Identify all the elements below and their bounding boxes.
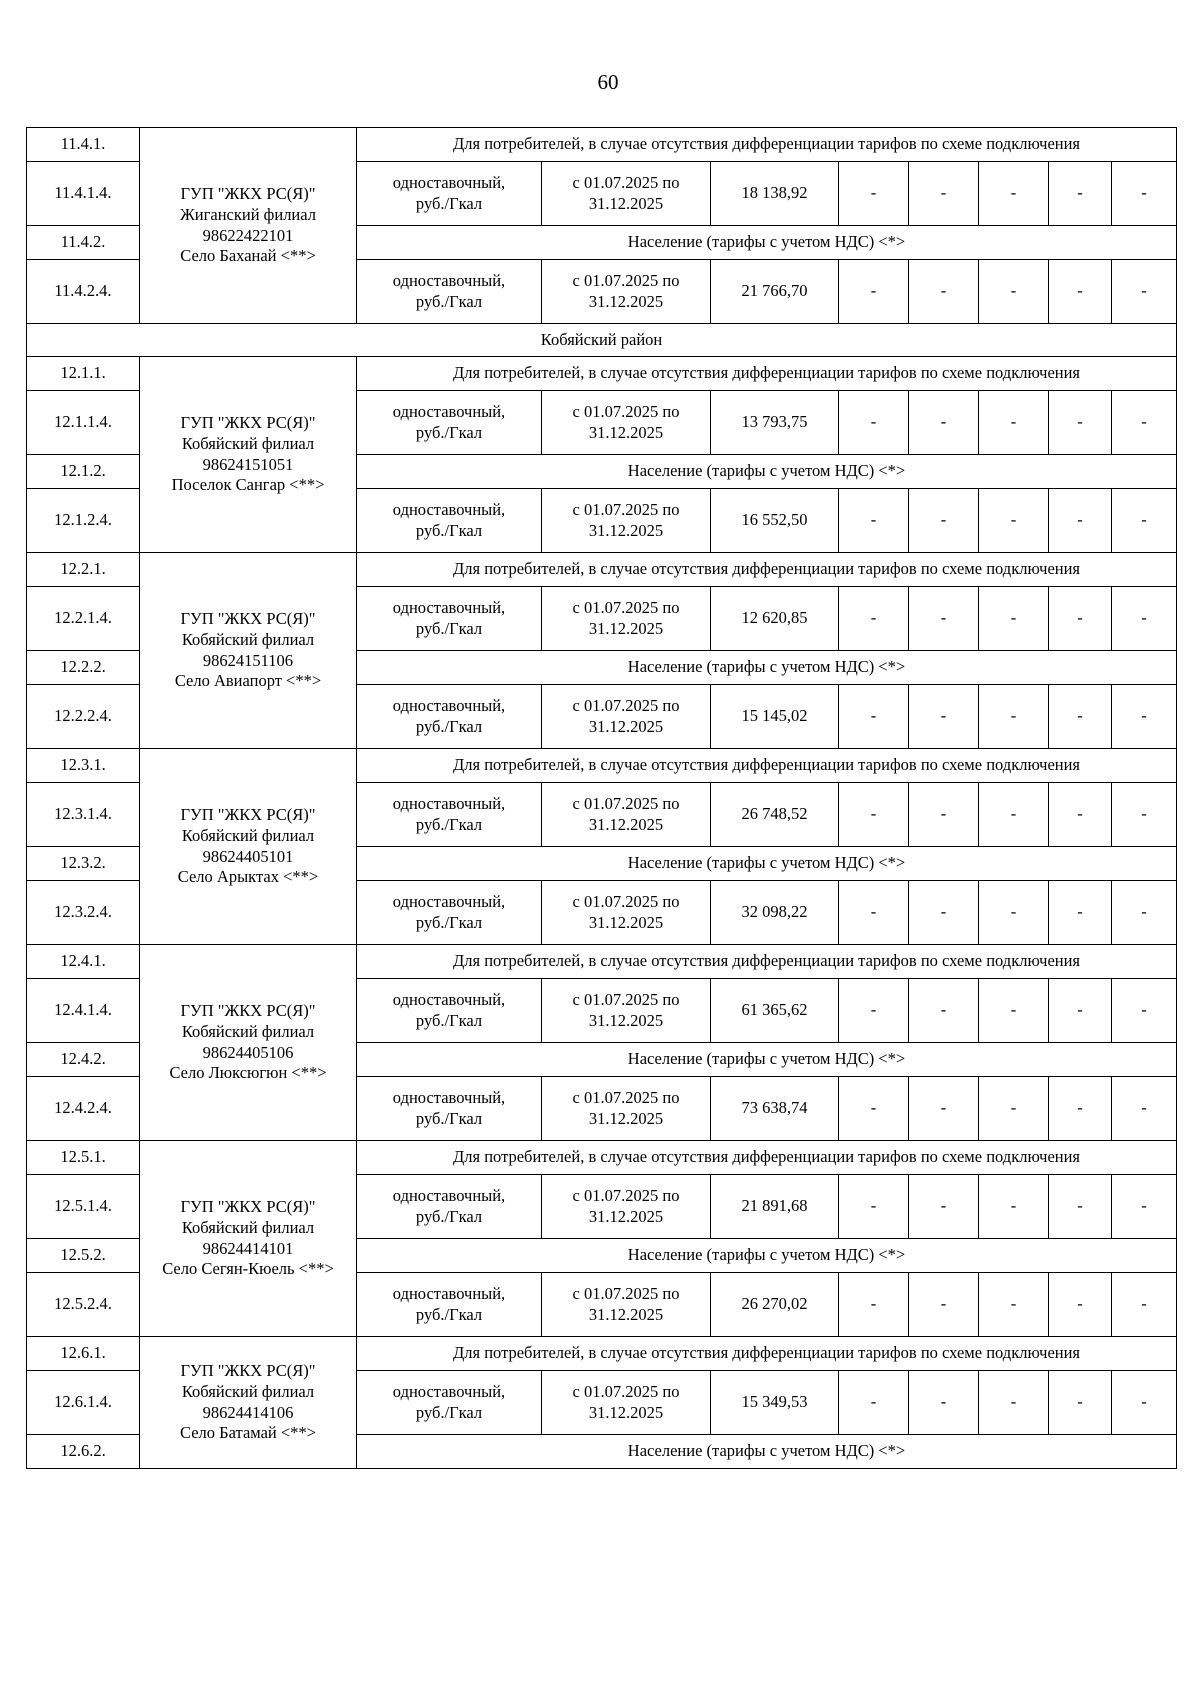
rate-type-cell: [357, 1077, 542, 1141]
period-line: с 01.07.2025 по: [572, 597, 680, 617]
empty-value-dash: -: [839, 260, 909, 324]
rate-type-line: одноставочный,: [392, 597, 506, 617]
rate-type-line: руб./Гкал: [415, 618, 483, 638]
organization-cell: [140, 1141, 357, 1337]
organization-cell: [140, 128, 357, 324]
organization-cell: [140, 945, 357, 1141]
period-cell: [542, 881, 711, 945]
period-line: с 01.07.2025 по: [572, 1185, 680, 1205]
empty-value-dash: -: [839, 783, 909, 847]
tariff-table: [26, 127, 1177, 1469]
empty-value-dash: -: [839, 1175, 909, 1239]
tariff-value: 61 365,62: [711, 979, 839, 1043]
empty-value-dash: -: [839, 162, 909, 226]
row-code: 11.4.1.: [27, 128, 140, 162]
category-heading: Для потребителей, в случае отсутствия дифференциации тарифов по схеме подключения: [357, 945, 1177, 979]
empty-value-dash: -: [1049, 1175, 1112, 1239]
table-row: [27, 1141, 1177, 1175]
row-code: 12.2.2.4.: [27, 685, 140, 749]
empty-value-dash: -: [979, 1077, 1049, 1141]
period-line: с 01.07.2025 по: [572, 1283, 680, 1303]
rate-type-line: руб./Гкал: [415, 1304, 483, 1324]
empty-value-dash: -: [1049, 685, 1112, 749]
empty-value-dash: -: [1049, 1371, 1112, 1435]
category-heading: Население (тарифы с учетом НДС) <*>: [357, 1435, 1177, 1469]
row-code: 11.4.1.4.: [27, 162, 140, 226]
period-line: с 01.07.2025 по: [572, 891, 680, 911]
category-heading: Население (тарифы с учетом НДС) <*>: [357, 1239, 1177, 1273]
empty-value-dash: -: [979, 587, 1049, 651]
row-code: 12.2.1.: [27, 553, 140, 587]
rate-type-cell: [357, 685, 542, 749]
category-heading: Население (тарифы с учетом НДС) <*>: [357, 226, 1177, 260]
organization-cell: [140, 553, 357, 749]
organization-line: Село Батамай <**>: [180, 1423, 316, 1443]
rate-type-line: руб./Гкал: [415, 422, 483, 442]
period-cell: [542, 489, 711, 553]
organization-line: ГУП "ЖКХ РС(Я)": [180, 1361, 316, 1381]
organization-line: ГУП "ЖКХ РС(Я)": [180, 1197, 316, 1217]
empty-value-dash: -: [1112, 391, 1177, 455]
table-row: [27, 553, 1177, 587]
empty-value-dash: -: [979, 1175, 1049, 1239]
organization-line: Кобяйский филиал: [181, 1021, 315, 1041]
tariff-table-body: [27, 128, 1177, 1469]
tariff-value: 18 138,92: [711, 162, 839, 226]
rate-type-cell: [357, 979, 542, 1043]
period-line: с 01.07.2025 по: [572, 172, 680, 192]
empty-value-dash: -: [909, 162, 979, 226]
tariff-value: 15 145,02: [711, 685, 839, 749]
category-heading: Для потребителей, в случае отсутствия дифференциации тарифов по схеме подключения: [357, 1337, 1177, 1371]
tariff-value: 21 766,70: [711, 260, 839, 324]
empty-value-dash: -: [909, 260, 979, 324]
rate-type-line: одноставочный,: [392, 270, 506, 290]
tariff-value: 21 891,68: [711, 1175, 839, 1239]
empty-value-dash: -: [1112, 881, 1177, 945]
rate-type-cell: [357, 783, 542, 847]
empty-value-dash: -: [839, 685, 909, 749]
period-line: 31.12.2025: [588, 1206, 664, 1226]
rate-type-cell: [357, 260, 542, 324]
organization-line: Село Сегян-Кюель <**>: [162, 1259, 334, 1279]
period-cell: [542, 1273, 711, 1337]
row-code: 12.3.1.4.: [27, 783, 140, 847]
organization-line: Село Арыктах <**>: [177, 867, 319, 887]
category-heading: Для потребителей, в случае отсутствия дифференциации тарифов по схеме подключения: [357, 357, 1177, 391]
empty-value-dash: -: [839, 1371, 909, 1435]
table-row: [27, 749, 1177, 783]
row-code: 12.5.1.4.: [27, 1175, 140, 1239]
row-code: 11.4.2.: [27, 226, 140, 260]
category-heading: Для потребителей, в случае отсутствия дифференциации тарифов по схеме подключения: [357, 749, 1177, 783]
row-code: 12.4.2.4.: [27, 1077, 140, 1141]
rate-type-line: одноставочный,: [392, 1381, 506, 1401]
table-row: [27, 1337, 1177, 1371]
period-line: с 01.07.2025 по: [572, 499, 680, 519]
empty-value-dash: -: [1049, 260, 1112, 324]
rate-type-line: руб./Гкал: [415, 1010, 483, 1030]
empty-value-dash: -: [1112, 260, 1177, 324]
empty-value-dash: -: [979, 685, 1049, 749]
empty-value-dash: -: [1112, 783, 1177, 847]
organization-line: Кобяйский филиал: [181, 825, 315, 845]
period-line: 31.12.2025: [588, 716, 664, 736]
empty-value-dash: -: [909, 881, 979, 945]
organization-line: Кобяйский филиал: [181, 1217, 315, 1237]
organization-line: ГУП "ЖКХ РС(Я)": [180, 609, 316, 629]
organization-line: 98624414106: [202, 1402, 294, 1422]
empty-value-dash: -: [909, 391, 979, 455]
organization-line: Село Люксюгюн <**>: [169, 1063, 327, 1083]
rate-type-cell: [357, 1273, 542, 1337]
row-code: 12.4.1.: [27, 945, 140, 979]
row-code: 12.1.1.: [27, 357, 140, 391]
tariff-value: 12 620,85: [711, 587, 839, 651]
organization-cell: [140, 1337, 357, 1469]
table-row: [27, 357, 1177, 391]
organization-line: ГУП "ЖКХ РС(Я)": [180, 413, 316, 433]
row-code: 12.3.1.: [27, 749, 140, 783]
empty-value-dash: -: [839, 979, 909, 1043]
category-heading: Для потребителей, в случае отсутствия дифференциации тарифов по схеме подключения: [357, 553, 1177, 587]
row-code: 12.2.2.: [27, 651, 140, 685]
rate-type-line: одноставочный,: [392, 499, 506, 519]
rate-type-line: одноставочный,: [392, 989, 506, 1009]
period-line: с 01.07.2025 по: [572, 989, 680, 1009]
empty-value-dash: -: [909, 1077, 979, 1141]
tariff-value: 26 748,52: [711, 783, 839, 847]
organization-line: 98624405101: [202, 846, 294, 866]
empty-value-dash: -: [909, 1273, 979, 1337]
period-cell: [542, 685, 711, 749]
empty-value-dash: -: [839, 1077, 909, 1141]
empty-value-dash: -: [979, 783, 1049, 847]
empty-value-dash: -: [909, 489, 979, 553]
rate-type-cell: [357, 489, 542, 553]
period-line: с 01.07.2025 по: [572, 1087, 680, 1107]
tariff-value: 73 638,74: [711, 1077, 839, 1141]
row-code: 12.6.2.: [27, 1435, 140, 1469]
rate-type-line: руб./Гкал: [415, 520, 483, 540]
row-code: 12.5.2.: [27, 1239, 140, 1273]
period-line: 31.12.2025: [588, 1304, 664, 1324]
organization-cell: [140, 749, 357, 945]
period-cell: [542, 979, 711, 1043]
rate-type-cell: [357, 391, 542, 455]
tariff-value: 15 349,53: [711, 1371, 839, 1435]
page-number: 60: [597, 70, 619, 94]
empty-value-dash: -: [979, 489, 1049, 553]
empty-value-dash: -: [1049, 1273, 1112, 1337]
empty-value-dash: -: [979, 260, 1049, 324]
row-code: 12.2.1.4.: [27, 587, 140, 651]
organization-cell: [140, 357, 357, 553]
period-cell: [542, 162, 711, 226]
tariff-value: 13 793,75: [711, 391, 839, 455]
organization-line: Село Авиапорт <**>: [174, 671, 322, 691]
empty-value-dash: -: [1049, 489, 1112, 553]
tariff-value: 26 270,02: [711, 1273, 839, 1337]
organization-line: Кобяйский филиал: [181, 629, 315, 649]
row-code: 12.3.2.4.: [27, 881, 140, 945]
period-line: 31.12.2025: [588, 1010, 664, 1030]
rate-type-cell: [357, 1371, 542, 1435]
rate-type-line: одноставочный,: [392, 695, 506, 715]
rate-type-line: одноставочный,: [392, 793, 506, 813]
organization-line: Кобяйский филиал: [181, 1381, 315, 1401]
rate-type-cell: [357, 162, 542, 226]
rate-type-line: одноставочный,: [392, 172, 506, 192]
empty-value-dash: -: [979, 979, 1049, 1043]
district-row: [27, 324, 1177, 357]
period-cell: [542, 1175, 711, 1239]
organization-line: Поселок Сангар <**>: [171, 475, 325, 495]
row-code: 12.6.1.4.: [27, 1371, 140, 1435]
row-code: 12.4.2.: [27, 1043, 140, 1077]
period-line: 31.12.2025: [588, 814, 664, 834]
row-code: 12.5.2.4.: [27, 1273, 140, 1337]
empty-value-dash: -: [839, 587, 909, 651]
period-line: 31.12.2025: [588, 618, 664, 638]
table-row: [27, 128, 1177, 162]
district-heading: Кобяйский район: [27, 324, 1177, 357]
organization-line: ГУП "ЖКХ РС(Я)": [180, 184, 316, 204]
category-heading: Для потребителей, в случае отсутствия дифференциации тарифов по схеме подключения: [357, 128, 1177, 162]
row-code: 12.1.2.: [27, 455, 140, 489]
empty-value-dash: -: [1112, 587, 1177, 651]
period-cell: [542, 391, 711, 455]
period-line: с 01.07.2025 по: [572, 1381, 680, 1401]
rate-type-line: руб./Гкал: [415, 716, 483, 736]
period-line: с 01.07.2025 по: [572, 401, 680, 421]
empty-value-dash: -: [1112, 1273, 1177, 1337]
empty-value-dash: -: [1112, 1371, 1177, 1435]
tariff-value: 16 552,50: [711, 489, 839, 553]
period-line: 31.12.2025: [588, 291, 664, 311]
organization-line: 98622422101: [202, 225, 294, 245]
empty-value-dash: -: [839, 881, 909, 945]
organization-line: ГУП "ЖКХ РС(Я)": [180, 1001, 316, 1021]
organization-line: Кобяйский филиал: [181, 433, 315, 453]
empty-value-dash: -: [1049, 162, 1112, 226]
category-heading: Население (тарифы с учетом НДС) <*>: [357, 455, 1177, 489]
empty-value-dash: -: [1049, 1077, 1112, 1141]
rate-type-cell: [357, 881, 542, 945]
period-line: 31.12.2025: [588, 1108, 664, 1128]
organization-line: Жиганский филиал: [180, 204, 316, 224]
empty-value-dash: -: [909, 1371, 979, 1435]
rate-type-cell: [357, 1175, 542, 1239]
empty-value-dash: -: [1112, 685, 1177, 749]
category-heading: Население (тарифы с учетом НДС) <*>: [357, 1043, 1177, 1077]
rate-type-line: руб./Гкал: [415, 1108, 483, 1128]
rate-type-line: одноставочный,: [392, 891, 506, 911]
empty-value-dash: -: [909, 685, 979, 749]
period-line: 31.12.2025: [588, 520, 664, 540]
empty-value-dash: -: [1112, 489, 1177, 553]
row-code: 12.4.1.4.: [27, 979, 140, 1043]
period-cell: [542, 783, 711, 847]
period-cell: [542, 260, 711, 324]
rate-type-line: руб./Гкал: [415, 291, 483, 311]
row-code: 12.3.2.: [27, 847, 140, 881]
empty-value-dash: -: [909, 587, 979, 651]
row-code: 12.6.1.: [27, 1337, 140, 1371]
empty-value-dash: -: [1049, 979, 1112, 1043]
period-line: с 01.07.2025 по: [572, 793, 680, 813]
period-line: 31.12.2025: [588, 1402, 664, 1422]
rate-type-line: руб./Гкал: [415, 814, 483, 834]
rate-type-line: одноставочный,: [392, 1185, 506, 1205]
period-line: 31.12.2025: [588, 422, 664, 442]
tariff-value: 32 098,22: [711, 881, 839, 945]
category-heading: Для потребителей, в случае отсутствия дифференциации тарифов по схеме подключения: [357, 1141, 1177, 1175]
row-code: 12.1.1.4.: [27, 391, 140, 455]
organization-line: Село Баханай <**>: [180, 246, 316, 266]
empty-value-dash: -: [909, 783, 979, 847]
organization-line: ГУП "ЖКХ РС(Я)": [180, 805, 316, 825]
period-line: 31.12.2025: [588, 912, 664, 932]
empty-value-dash: -: [1049, 783, 1112, 847]
empty-value-dash: -: [979, 881, 1049, 945]
rate-type-line: руб./Гкал: [415, 193, 483, 213]
empty-value-dash: -: [909, 1175, 979, 1239]
empty-value-dash: -: [1112, 979, 1177, 1043]
empty-value-dash: -: [979, 162, 1049, 226]
category-heading: Население (тарифы с учетом НДС) <*>: [357, 651, 1177, 685]
empty-value-dash: -: [1112, 1077, 1177, 1141]
rate-type-line: руб./Гкал: [415, 1402, 483, 1422]
empty-value-dash: -: [979, 391, 1049, 455]
empty-value-dash: -: [839, 391, 909, 455]
table-row: [27, 945, 1177, 979]
empty-value-dash: -: [1049, 881, 1112, 945]
empty-value-dash: -: [839, 1273, 909, 1337]
empty-value-dash: -: [1049, 391, 1112, 455]
period-line: с 01.07.2025 по: [572, 270, 680, 290]
empty-value-dash: -: [1049, 587, 1112, 651]
period-line: 31.12.2025: [588, 193, 664, 213]
row-code: 12.5.1.: [27, 1141, 140, 1175]
rate-type-line: руб./Гкал: [415, 912, 483, 932]
rate-type-line: одноставочный,: [392, 401, 506, 421]
empty-value-dash: -: [979, 1371, 1049, 1435]
rate-type-line: руб./Гкал: [415, 1206, 483, 1226]
period-cell: [542, 587, 711, 651]
empty-value-dash: -: [839, 489, 909, 553]
empty-value-dash: -: [1112, 1175, 1177, 1239]
organization-line: 98624414101: [202, 1238, 294, 1258]
organization-line: 98624151051: [202, 454, 294, 474]
period-cell: [542, 1077, 711, 1141]
period-cell: [542, 1371, 711, 1435]
empty-value-dash: -: [1112, 162, 1177, 226]
category-heading: Население (тарифы с учетом НДС) <*>: [357, 847, 1177, 881]
period-line: с 01.07.2025 по: [572, 695, 680, 715]
rate-type-cell: [357, 587, 542, 651]
organization-line: 98624405106: [202, 1042, 294, 1062]
empty-value-dash: -: [909, 979, 979, 1043]
organization-line: 98624151106: [202, 650, 294, 670]
rate-type-line: одноставочный,: [392, 1283, 506, 1303]
empty-value-dash: -: [979, 1273, 1049, 1337]
row-code: 12.1.2.4.: [27, 489, 140, 553]
rate-type-line: одноставочный,: [392, 1087, 506, 1107]
row-code: 11.4.2.4.: [27, 260, 140, 324]
